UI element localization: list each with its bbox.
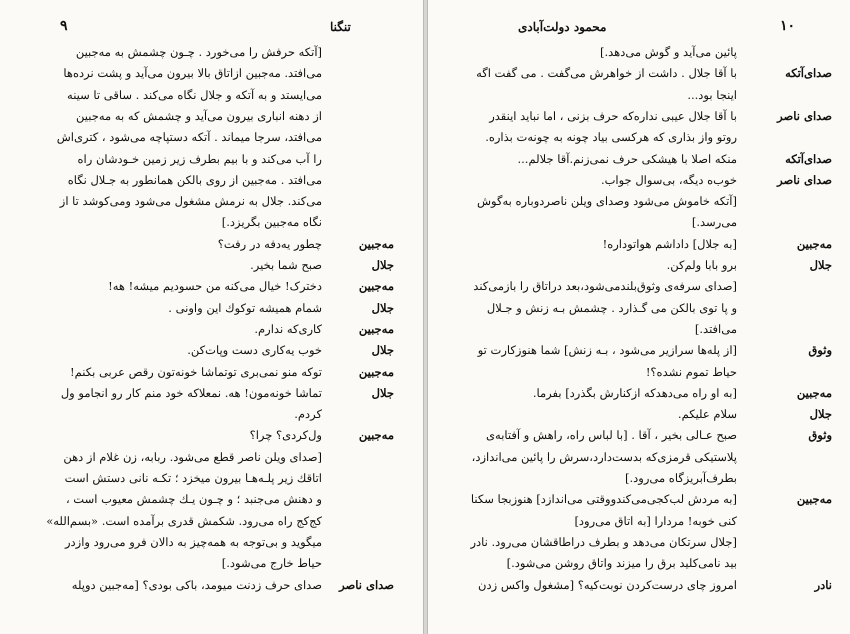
text-line	[428, 553, 850, 573]
line-text: برو بابا ولم‌کن.	[666, 258, 737, 272]
text-line	[428, 85, 850, 105]
line-text: می‌افتد. مه‌جبین ازاتاق بالا بیرون می‌آید و پشت نرده‌ها	[63, 66, 322, 81]
text-line	[428, 212, 850, 232]
text-line	[428, 362, 850, 382]
speaker-name: مه‌جبین	[796, 385, 832, 400]
line-text: [جلال سرتکان می‌دهد و بطرف دراطاقشان می‌رود. نادر	[470, 534, 737, 549]
line-text: حیاط خارج می‌شود.]	[221, 556, 322, 571]
text-line	[0, 532, 423, 552]
text-line	[0, 191, 423, 211]
text-line	[428, 191, 850, 211]
page-header	[428, 18, 850, 40]
speaker-name: جلال	[371, 300, 394, 315]
line-text: تماشا خونه‌مون! هه. نمعلاکه خود منم کار رو انجامو ول	[60, 385, 322, 400]
speaker-name: مه‌جبین	[796, 236, 832, 251]
text-line	[0, 234, 423, 254]
page-number: ۱۰	[780, 18, 796, 34]
text-line	[428, 106, 850, 126]
text-line	[428, 425, 850, 445]
line-text: نگاه مه‌جبین بگریزد.]	[221, 215, 322, 230]
text-line	[428, 340, 850, 360]
line-text: می‌افتد . مه‌جبین از روی بالکن همانطور به جـلال نگاه	[67, 172, 322, 187]
speaker-name: مه‌جبین	[358, 279, 394, 294]
speaker-name: وثوق	[808, 428, 832, 443]
speaker-name: جلال	[371, 258, 394, 272]
line-text: چطور یه‌دفه در رفت؟	[217, 236, 322, 251]
line-text: خوب‌ه دیگه، بی‌سوال جواب.	[600, 172, 737, 187]
text-line	[428, 575, 850, 595]
text-line	[428, 298, 850, 318]
text-line	[428, 447, 850, 467]
text-line	[0, 276, 423, 296]
text-line	[428, 63, 850, 83]
page-header	[0, 18, 423, 40]
speaker-name: جلال	[371, 385, 394, 400]
text-line	[428, 404, 850, 424]
line-text: می‌کند. جلال به نرمش مشغول می‌شود ومی‌کوشد تا از	[59, 194, 322, 209]
speaker-name: جلال	[809, 258, 832, 272]
line-text: توکه منو نمی‌بری توتماشا خونه‌تون رقص عربی بکنم!	[70, 364, 322, 379]
text-line	[0, 127, 423, 147]
text-line	[428, 42, 850, 62]
line-text: [به جلال] داداشم هواتوداره!	[602, 236, 737, 251]
line-text: کردم.	[294, 407, 322, 422]
text-line	[0, 149, 423, 169]
line-text: صدای حرف زدنت میومد، باکی بودی؟ [مه‌جبین دوپله	[71, 577, 322, 592]
speaker-name: مه‌جبین	[358, 236, 394, 251]
line-text: [از پله‌ها سرازیر می‌شود ، بـه زنش] شما هنوزکارت تو	[477, 343, 737, 358]
text-line	[428, 234, 850, 254]
text-line	[0, 383, 423, 403]
line-text: می‌افتد.]	[694, 321, 737, 336]
line-text: با آقا جلال . داشت از خواهرش می‌گفت . می گفت اگه	[476, 66, 737, 81]
text-line	[428, 149, 850, 169]
line-text: حیاط تموم نشده؟!	[645, 364, 737, 379]
text-line	[428, 468, 850, 488]
line-text: میگوید و بی‌توجه به همه‌چیز به دالان فرو می‌رود وازدر	[64, 534, 322, 549]
text-line	[0, 85, 423, 105]
line-text: منکه اصلا با هیشکی حرف نمی‌زنم.آقا جلالم...	[517, 151, 737, 166]
speaker-name: مه‌جبین	[358, 321, 394, 336]
line-text: صبح شما بخیر.	[250, 258, 322, 272]
text-line	[0, 42, 423, 62]
line-text: بطرف‌آبریزگاه می‌رود.]	[625, 471, 737, 485]
running-title: محمود دولت‌آبادی	[518, 20, 607, 34]
left-page	[0, 0, 424, 634]
text-line	[428, 170, 850, 190]
speaker-name: مه‌جبین	[358, 428, 394, 443]
line-text: دخترک! خیال می‌کنه من حسودیم میشه! هه!	[108, 279, 322, 294]
line-text: اتاقك زیر پلـه‌هـا بیرون میخزد ؛ تکـه نانی دستش است	[64, 471, 322, 485]
text-line	[0, 425, 423, 445]
line-text: [به مردش لب‌کجی‌می‌کندو‌وقتی می‌اندازد] هنوزبجا سکنا	[470, 492, 737, 507]
line-text: [آتکه خاموش می‌شود وصدای ویلن ناصردوباره به‌گوش	[477, 194, 737, 209]
text-line	[0, 575, 423, 595]
line-text: می‌افتد، سرجا میماند . آتکه دستپاچه می‌شود ، کتری‌اش	[56, 130, 322, 145]
line-text: [به او راه می‌دهدکه ازکنارش بگذرد] بفرما.	[532, 385, 737, 400]
line-text: و پا توی بالکن می گـذارد . چشمش بـه زنش و جـلال	[486, 300, 737, 315]
text-line	[0, 319, 423, 339]
text-line	[428, 255, 850, 275]
text-line	[428, 383, 850, 403]
text-line	[428, 127, 850, 147]
line-text: سلام علیکم.	[677, 407, 737, 422]
line-text: صبح عـالی بخیر ، آقا . [با لباس راه، راهش و آفتابه‌ی	[486, 428, 737, 443]
line-text: اینجا بود...	[687, 87, 737, 102]
text-line	[428, 511, 850, 531]
text-line	[0, 298, 423, 318]
text-line	[0, 212, 423, 232]
line-text: [صدای ویلن ناصر قطع می‌شود. ربابه، زن غلام از دهن	[63, 449, 322, 464]
line-text: کنی خوبه! مردارا [به اتاق می‌رود]	[574, 513, 737, 528]
line-text: [آتکه حرفش را می‌خورد . چـون چشمش به مه‌جبین	[75, 45, 322, 59]
line-text: ول‌کردی؟ چرا؟	[249, 428, 322, 443]
text-line	[0, 63, 423, 83]
running-title: تنگنا	[330, 20, 351, 34]
line-text: خوب یه‌کاری دست وپات‌کن.	[187, 343, 322, 358]
text-line	[0, 489, 423, 509]
text-line	[428, 489, 850, 509]
line-text: امروز چای درست‌کردن نو‌بت‌کیه؟ [مشغول واکس زدن	[478, 577, 737, 592]
text-line	[0, 340, 423, 360]
speaker-name: صدای‌آتکه	[785, 151, 832, 166]
speaker-name: جلال	[371, 343, 394, 358]
line-text: با آقا جلال عیبی نداره‌که حرف بزنی ، اما نباید اینقدر	[489, 108, 737, 123]
text-line	[0, 468, 423, 488]
line-text: روتو واز بذاری که هرکسی بیاد چونه به چونه‌ت بذاره.	[485, 130, 737, 145]
text-line	[428, 319, 850, 339]
line-text: شمام همیشه توکوك این واونی .	[168, 300, 322, 315]
speaker-name: صدای ناصر	[339, 577, 394, 592]
speaker-name: مه‌جبین	[358, 364, 394, 379]
speaker-name: صدای‌آتکه	[785, 66, 832, 81]
right-page	[427, 0, 850, 634]
page-number: ۹	[60, 18, 68, 34]
line-text: پائین می‌آید و گوش می‌دهد.]	[599, 45, 737, 59]
text-line	[0, 106, 423, 126]
line-text: کج‌کج راه می‌رود. شکمش قدری برآمده است. «بسم‌الله»	[46, 513, 322, 528]
text-line	[0, 362, 423, 382]
text-line	[428, 276, 850, 296]
text-line	[428, 532, 850, 552]
text-line	[0, 447, 423, 467]
line-text: بید نامی‌کلید برق را میزند واتاق روشن می‌شود.]	[506, 556, 737, 571]
line-text: از دهنه انباری بیرون می‌آید و چشمش که به مه‌جبین	[76, 108, 322, 123]
line-text: می‌ایستد و به آتکه و جلال نگاه می‌کند . ساقی تا سینه	[67, 87, 322, 102]
text-line	[0, 511, 423, 531]
text-line	[0, 553, 423, 573]
text-line	[0, 170, 423, 190]
text-line	[0, 404, 423, 424]
line-text: را آب می‌کند و با بیم بطرف زیر زمین خـودشان راه	[77, 151, 322, 166]
line-text: و دهنش می‌جنبد ؛ و چـون یـك چشمش معیوب است ،	[65, 492, 322, 507]
line-text: پلاستیکی قرمزی‌که بدست‌دارد،سرش را پائین می‌اندازد،	[471, 449, 737, 464]
line-text: کاری‌که ندارم.	[254, 321, 322, 336]
speaker-name: مه‌جبین	[796, 492, 832, 507]
speaker-name: صدای ناصر	[777, 108, 832, 123]
text-line	[0, 255, 423, 275]
line-text: [صدای سرفه‌ی وثوق‌بلندمی‌شود،بعد دراتاق را بازمی‌کند	[473, 279, 737, 294]
speaker-name: صدای ناصر	[777, 172, 832, 187]
speaker-name: نادر	[814, 577, 832, 592]
line-text: می‌رسد.]	[691, 215, 737, 230]
speaker-name: وثوق	[808, 343, 832, 358]
speaker-name: جلال	[809, 407, 832, 422]
